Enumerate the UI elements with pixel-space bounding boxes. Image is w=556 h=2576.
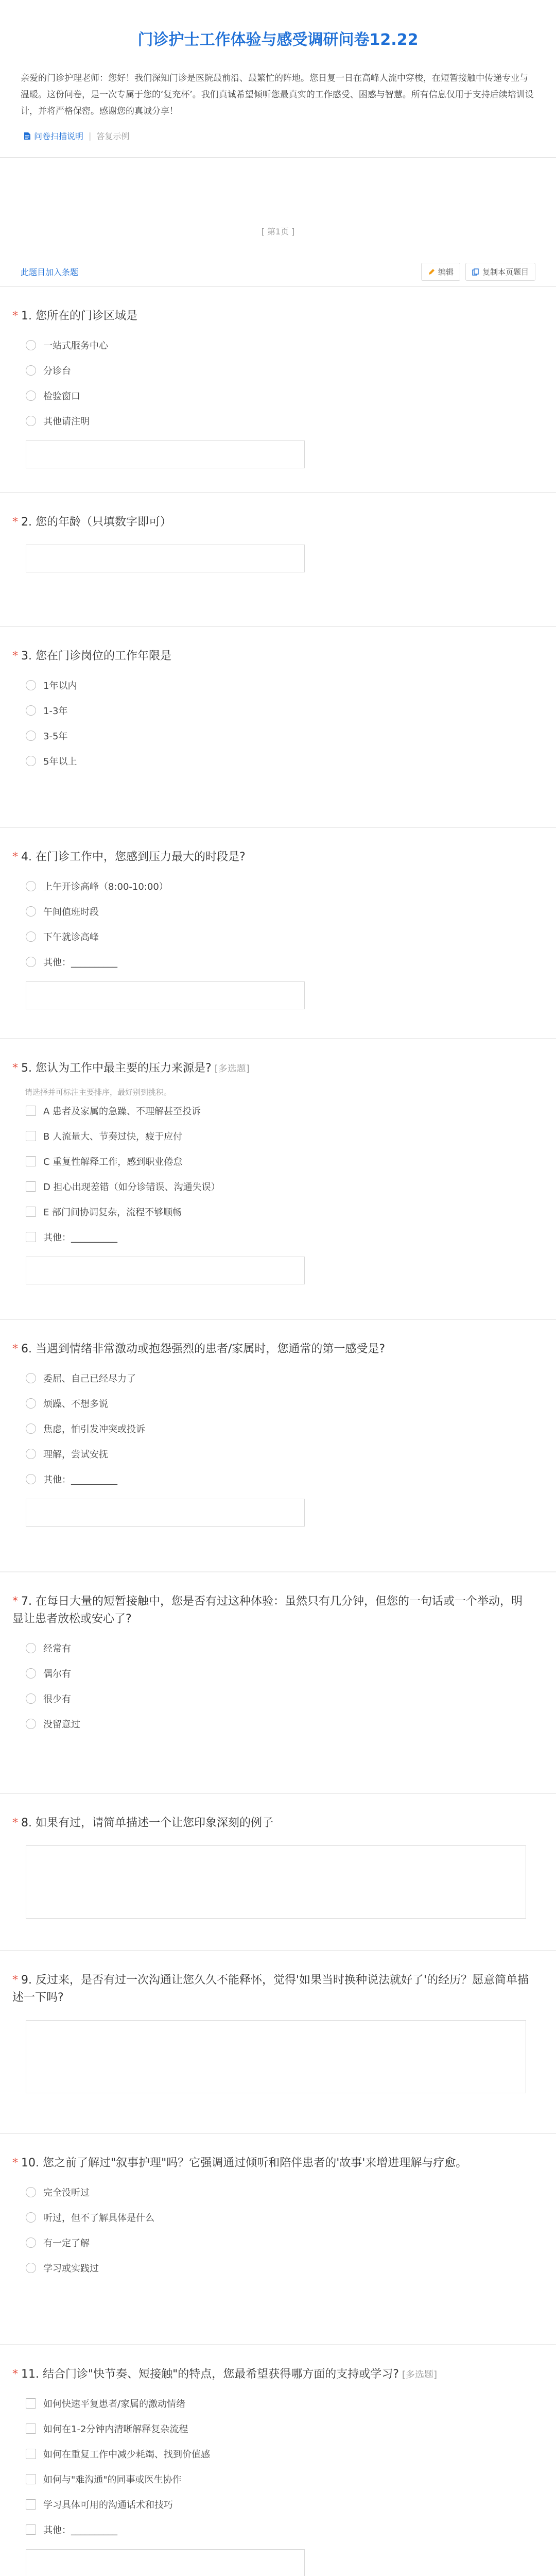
- radio-option[interactable]: [26, 679, 77, 692]
- radio-button[interactable]: [26, 881, 36, 891]
- radio-option[interactable]: [26, 704, 67, 717]
- checkbox[interactable]: [26, 1156, 36, 1166]
- question-title: [12, 1972, 532, 2007]
- question-type-tag: [多选题]: [402, 2369, 437, 2380]
- copy-button[interactable]: [465, 263, 535, 281]
- question-title: [12, 1593, 532, 1628]
- help-extra[interactable]: 答复示例: [96, 131, 130, 141]
- question-number: 9.: [21, 1974, 32, 1987]
- radio-option[interactable]: [26, 389, 80, 402]
- question-type-tag: [多选题]: [214, 1063, 250, 1074]
- required-mark: *: [12, 310, 18, 323]
- question-text: 您认为工作中最主要的压力来源是?: [36, 1062, 212, 1075]
- option-label: 下午就诊高峰: [43, 932, 99, 943]
- checkbox-option[interactable]: [26, 1180, 220, 1193]
- checkbox-option[interactable]: [26, 2447, 210, 2461]
- question-text: 您在门诊岗位的工作年限是: [36, 650, 172, 663]
- question-text: 您所在的门诊区域是: [36, 310, 138, 323]
- option-label: 听过，但不了解具体是什么: [43, 2213, 154, 2224]
- option-label: 学习具体可用的沟通话术和技巧: [43, 2500, 173, 2511]
- question-number: 1.: [21, 310, 32, 323]
- question-number: 2.: [21, 516, 32, 529]
- checkbox[interactable]: [26, 2449, 36, 2459]
- option-label: 一站式服务中心: [43, 341, 108, 351]
- checkbox-option[interactable]: [26, 1104, 201, 1117]
- required-mark: *: [12, 516, 18, 529]
- radio-button[interactable]: [26, 1693, 36, 1704]
- checkbox-option[interactable]: [26, 1129, 182, 1143]
- survey-title: 门诊护士工作体验与感受调研问卷12.22: [137, 31, 419, 49]
- question-6: [0, 1319, 556, 1572]
- radio-option[interactable]: [26, 2236, 90, 2249]
- answer-textarea[interactable]: [26, 1845, 526, 1919]
- radio-option[interactable]: [26, 338, 108, 352]
- question-text: 反过来，是否有过一次沟通让您久久不能释怀，觉得'如果当时换种说法就好了'的经历？愿意简单描述一下吗?: [12, 1974, 529, 2004]
- option-label: E 部门间协调复杂，流程不够顺畅: [43, 1207, 182, 1218]
- required-mark: *: [12, 1062, 18, 1075]
- option-label: 5年以上: [43, 756, 77, 767]
- question-text: 在每日大量的短暂接触中，您是否有过这种体验：虽然只有几分钟，但您的一句话或一个举动，明显让患者放松或安心了?: [12, 1595, 523, 1625]
- radio-button[interactable]: [26, 680, 36, 690]
- radio-button[interactable]: [26, 1373, 36, 1383]
- option-label: 委屈、自己已经尽力了: [43, 1374, 136, 1384]
- required-mark: *: [12, 1974, 18, 1987]
- option-label: 完全没听过: [43, 2188, 90, 2198]
- survey-toolbar: [0, 237, 556, 291]
- question-title: [12, 2366, 532, 2384]
- required-mark: *: [12, 1817, 18, 1829]
- checkbox[interactable]: [26, 2499, 36, 2510]
- join-link[interactable]: 此题目加入条题: [21, 267, 79, 277]
- radio-button[interactable]: [26, 1449, 36, 1459]
- radio-option[interactable]: [26, 414, 90, 428]
- radio-option[interactable]: [26, 1472, 117, 1486]
- option-label: 其他：__________: [43, 1232, 117, 1243]
- checkbox[interactable]: [26, 1181, 36, 1192]
- option-label: 其他：__________: [43, 1475, 117, 1485]
- question-9: [0, 1950, 556, 2134]
- option-label: 分诊台: [43, 366, 71, 377]
- radio-button[interactable]: [26, 1643, 36, 1653]
- other-text-input[interactable]: [26, 1499, 305, 1527]
- question-title: [12, 308, 532, 325]
- question-5: [0, 1038, 556, 1320]
- radio-button[interactable]: [26, 1423, 36, 1434]
- radio-button[interactable]: [26, 416, 36, 426]
- edit-button-label: 编辑: [438, 267, 454, 277]
- required-mark: *: [12, 1343, 18, 1355]
- radio-button[interactable]: [26, 2238, 36, 2248]
- question-number: 6.: [21, 1343, 32, 1355]
- option-label: 如何快速平复患者/家属的激动情绪: [43, 2399, 186, 2410]
- option-label: 检验窗口: [43, 391, 80, 402]
- checkbox[interactable]: [26, 2398, 36, 2409]
- radio-option[interactable]: [26, 2185, 90, 2199]
- question-number: 5.: [21, 1062, 32, 1075]
- radio-option[interactable]: [26, 1667, 71, 1680]
- divider: |: [89, 131, 92, 141]
- checkbox-option[interactable]: [26, 1155, 182, 1168]
- option-label: 很少有: [43, 1694, 71, 1705]
- radio-button[interactable]: [26, 340, 36, 350]
- radio-button[interactable]: [26, 957, 36, 967]
- radio-option[interactable]: [26, 729, 67, 742]
- question-number: 3.: [21, 650, 32, 663]
- radio-option[interactable]: [26, 955, 117, 969]
- copy-button-label: 复制本页题目: [482, 267, 529, 277]
- radio-button[interactable]: [26, 705, 36, 716]
- question-title: [12, 1060, 532, 1078]
- question-text: 在门诊工作中，您感到压力最大的时段是?: [36, 851, 246, 863]
- checkbox[interactable]: [26, 1232, 36, 1242]
- other-text-input[interactable]: [26, 2549, 305, 2576]
- checkbox[interactable]: [26, 2424, 36, 2434]
- question-1: [0, 286, 556, 493]
- help-link[interactable]: [24, 130, 83, 142]
- radio-option[interactable]: [26, 364, 71, 377]
- option-label: 1-3年: [43, 706, 68, 717]
- checkbox[interactable]: [26, 1207, 36, 1217]
- question-number: 8.: [21, 1817, 32, 1829]
- radio-option[interactable]: [26, 754, 77, 768]
- option-label: 焦虑，怕引发冲突或投诉: [43, 1424, 145, 1435]
- pencil-icon: [428, 268, 435, 276]
- checkbox-option[interactable]: [26, 2523, 117, 2536]
- question-4: [0, 827, 556, 1039]
- option-label: 学习或实践过: [43, 2263, 99, 2274]
- question-title: [12, 1815, 532, 1832]
- radio-button[interactable]: [26, 756, 36, 766]
- toolbar-buttons: [421, 263, 535, 281]
- radio-button[interactable]: [26, 1474, 36, 1484]
- question-title: [12, 2155, 532, 2172]
- option-label: 经常有: [43, 1643, 71, 1654]
- checkbox[interactable]: [26, 2474, 36, 2484]
- question-title: [12, 849, 532, 866]
- radio-button[interactable]: [26, 906, 36, 917]
- option-label: 其他请注明: [43, 416, 90, 427]
- question-3: [0, 626, 556, 828]
- checkbox[interactable]: [26, 2524, 36, 2535]
- question-2: [0, 492, 556, 627]
- option-label: B 人流量大、节奏过快，疲于应付: [43, 1131, 183, 1142]
- survey-header: [0, 0, 556, 158]
- radio-option[interactable]: [26, 905, 99, 918]
- option-label: C 重复性解释工作，感到职业倦怠: [43, 1157, 183, 1167]
- checkbox[interactable]: [26, 1106, 36, 1116]
- radio-option[interactable]: [26, 1717, 80, 1731]
- help-links: [21, 130, 535, 157]
- answer-textarea[interactable]: [26, 2020, 526, 2093]
- checkbox-option[interactable]: [26, 2498, 173, 2511]
- question-text: 如果有过，请简单描述一个让您印象深刻的例子: [36, 1817, 274, 1829]
- document-icon: [24, 132, 31, 140]
- option-label: 其他：__________: [43, 957, 117, 968]
- question-8: [0, 1793, 556, 1951]
- radio-option[interactable]: [26, 2261, 99, 2275]
- required-mark: *: [12, 650, 18, 663]
- radio-button[interactable]: [26, 1719, 36, 1729]
- radio-option[interactable]: [26, 1397, 108, 1410]
- radio-option[interactable]: [26, 1641, 71, 1655]
- page-indicator: [ 第1页 ]: [261, 227, 295, 236]
- radio-button[interactable]: [26, 365, 36, 376]
- option-label: A 患者及家属的急躁、不理解甚至投诉: [43, 1106, 201, 1117]
- radio-button[interactable]: [26, 1668, 36, 1679]
- other-text-input[interactable]: [26, 1257, 305, 1284]
- radio-button[interactable]: [26, 731, 36, 741]
- option-label: 没留意过: [43, 1719, 80, 1730]
- radio-button[interactable]: [26, 1398, 36, 1409]
- other-text-input[interactable]: [26, 981, 305, 1009]
- required-mark: *: [12, 2368, 18, 2381]
- question-title: [12, 514, 532, 531]
- option-label: 理解，尝试安抚: [43, 1449, 108, 1460]
- question-number: 10.: [21, 2157, 39, 2170]
- copy-icon: [472, 268, 479, 276]
- radio-button[interactable]: [26, 391, 36, 401]
- question-title: [12, 648, 532, 665]
- question-text: 您之前了解过"叙事护理"吗？它强调通过倾听和陪伴患者的'故事'来增进理解与疗愈。: [43, 2157, 467, 2170]
- question-title: [12, 1341, 532, 1358]
- option-label: D 担心出现差错（如分诊错误、沟通失误）: [43, 1182, 220, 1193]
- option-label: 烦躁、不想多说: [43, 1399, 108, 1410]
- question-text: 当遇到情绪非常激动或抱怨强烈的患者/家属时，您通常的第一感受是?: [36, 1343, 386, 1355]
- question-11: [0, 2344, 556, 2576]
- checkbox-option[interactable]: [26, 2397, 185, 2410]
- checkbox-option[interactable]: [26, 1230, 117, 1244]
- option-label: 3-5年: [43, 731, 68, 742]
- answer-input[interactable]: [26, 545, 305, 572]
- checkbox[interactable]: [26, 1131, 36, 1141]
- radio-button[interactable]: [26, 2187, 36, 2197]
- radio-button[interactable]: [26, 931, 36, 942]
- checkbox-option[interactable]: [26, 2422, 188, 2435]
- option-label: 如何与"难沟通"的同事或医生协作: [43, 2475, 182, 2485]
- radio-option[interactable]: [26, 930, 99, 943]
- help-link-label: 问卷扫描说明: [34, 131, 84, 141]
- checkbox-option[interactable]: [26, 2472, 182, 2486]
- radio-button[interactable]: [26, 2212, 36, 2223]
- edit-button[interactable]: [421, 263, 460, 281]
- option-label: 其他：__________: [43, 2525, 117, 2536]
- option-label: 偶尔有: [43, 1669, 71, 1680]
- radio-option[interactable]: [26, 1422, 145, 1435]
- radio-option[interactable]: [26, 2211, 154, 2224]
- option-label: 上午开诊高峰（8:00-10:00）: [43, 882, 168, 892]
- option-label: 有一定了解: [43, 2238, 90, 2249]
- question-number: 4.: [21, 851, 32, 863]
- question-text: 结合门诊"快节奏、短接触"的特点，您最希望获得哪方面的支持或学习?: [43, 2368, 399, 2381]
- option-label: 午间值班时段: [43, 907, 99, 918]
- question-10: [0, 2133, 556, 2345]
- radio-option[interactable]: [26, 1447, 108, 1461]
- required-mark: *: [12, 851, 18, 863]
- survey-description: 亲爱的门诊护理老师：您好！我们深知门诊是医院最前沿、最繁忙的阵地。您日复一日在高峰人流中穿梭，在短暂接触中传递专业与温暖。这份问卷，是一次专属于您的‘复充杯’。我们真诚希望倾听您最真实的工作感受、困惑与智慧。所有信息仅用于支持后续培训设计，并将严格保密。感谢您的真诚分享！: [21, 73, 534, 116]
- option-label: 1年以内: [43, 681, 77, 691]
- radio-option[interactable]: [26, 879, 168, 893]
- question-text: 您的年龄（只填数字即可）: [36, 516, 172, 529]
- checkbox-option[interactable]: [26, 1205, 182, 1218]
- question-7: [0, 1571, 556, 1794]
- radio-option[interactable]: [26, 1692, 71, 1705]
- radio-button[interactable]: [26, 2263, 36, 2273]
- option-label: 如何在重复工作中减少耗竭、找到价值感: [43, 2449, 210, 2460]
- required-mark: *: [12, 2157, 18, 2170]
- option-label: 如何在1-2分钟内清晰解释复杂流程: [43, 2424, 188, 2435]
- question-hint: 请选择并可标注主要排序，最好别到挑积。: [25, 1088, 172, 1097]
- question-number: 11.: [21, 2368, 39, 2381]
- required-mark: *: [12, 1595, 18, 1608]
- other-text-input[interactable]: [26, 440, 305, 468]
- question-number: 7.: [21, 1595, 32, 1608]
- radio-option[interactable]: [26, 1371, 136, 1385]
